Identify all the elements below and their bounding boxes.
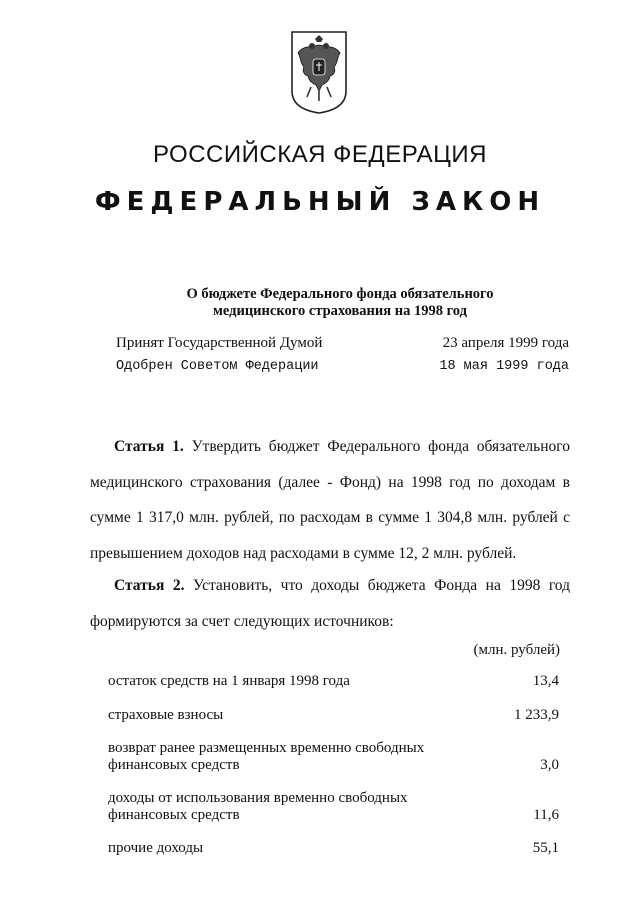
- article-text: Утвердить бюджет Федерального фонда обязательного медицинского страхования (далее - Фонд) на 1998 год по доходам в сумме 1 317,0 млн. рублей, по расходам в сумме 1 304,8 млн. рублей с превышением доходов над расходами в сумме 12, 2 млн. рублей.: [90, 438, 571, 562]
- adoption-label: Принят Государственной Думой: [116, 335, 323, 351]
- income-label: доходы от использования временно свободных финансовых средств: [108, 790, 408, 823]
- income-row: [108, 840, 559, 857]
- income-row: [108, 740, 559, 774]
- income-sources-table: [108, 673, 559, 857]
- income-row: [108, 673, 559, 690]
- income-label: возврат ранее размещенных временно свободных финансовых средств: [108, 740, 425, 773]
- country-title: РОССИЙСКАЯ ФЕДЕРАЦИЯ: [153, 141, 487, 168]
- article-1: [90, 429, 570, 571]
- law-title: [140, 286, 540, 320]
- income-row: [108, 790, 559, 824]
- law-title-line-1: О бюджете Федерального фонда обязательного: [186, 286, 494, 302]
- coat-of-arms-icon: [289, 29, 349, 115]
- income-row: [108, 707, 559, 724]
- article-label: Статья 2.: [114, 577, 185, 594]
- adoption-date: 18 мая 1999 года: [439, 359, 569, 374]
- income-label: прочие доходы: [108, 840, 204, 856]
- adoption-row-federation-council: [116, 359, 569, 374]
- article-label: Статья 1.: [114, 438, 184, 455]
- income-value: 11,6: [533, 807, 559, 823]
- document-type-heading: ФЕДЕРАЛЬНЫЙ ЗАКОН: [94, 187, 546, 217]
- adoption-date: 23 апреля 1999 года: [442, 335, 569, 351]
- income-value: 3,0: [540, 757, 559, 773]
- adoption-label: Одобрен Советом Федерации: [116, 359, 319, 374]
- income-label: страховые взносы: [108, 707, 224, 723]
- law-title-line-2: медицинского страхования на 1998 год: [213, 303, 467, 319]
- income-value: 55,1: [532, 840, 559, 856]
- unit-label: (млн. рублей): [473, 642, 560, 658]
- adoption-row-duma: [116, 335, 569, 352]
- income-label: остаток средств на 1 января 1998 года: [108, 673, 350, 689]
- income-value: 1 233,9: [514, 707, 559, 723]
- article-2: [90, 568, 570, 639]
- income-value: 13,4: [532, 673, 559, 689]
- article-text: Установить, что доходы бюджета Фонда на 1998 год формируются за счет следующих источников:: [90, 577, 570, 630]
